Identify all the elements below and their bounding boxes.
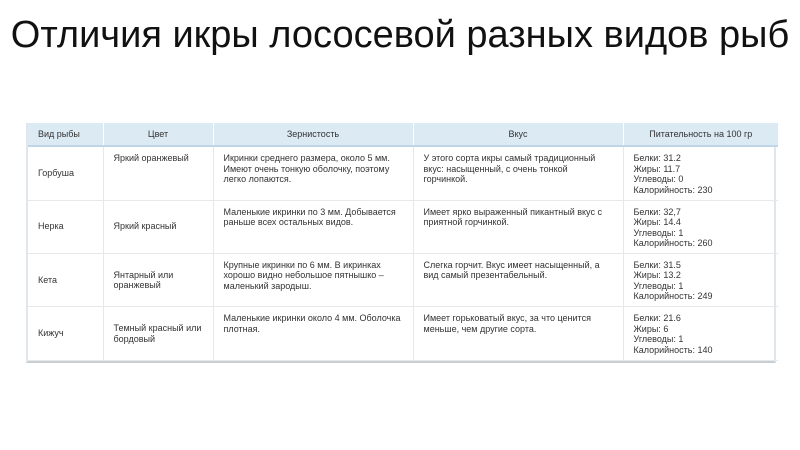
nutrition-protein: Белки: 21.6	[633, 313, 681, 324]
cell-nutrition	[623, 253, 778, 306]
cell-nutrition	[623, 307, 778, 361]
table-row	[28, 253, 778, 306]
cell-taste: Имеет ярко выраженный пикантный вкус с приятной горчинкой.	[413, 200, 623, 253]
cell-fish-name: Горбуша	[28, 146, 103, 200]
cell-fish-name: Кижуч	[28, 307, 103, 361]
table-row	[28, 307, 778, 361]
header-fish-type: Вид рыбы	[28, 123, 103, 146]
slide-title: Отличия икры лососевой разных видов рыб	[10, 14, 790, 56]
cell-grain: Маленькие икринки около 4 мм. Оболочка плотная.	[213, 307, 413, 361]
cell-nutrition	[623, 146, 778, 200]
nutrition-carbs: Углеводы: 1	[633, 334, 684, 345]
nutrition-calories: Калорийность: 230	[633, 184, 713, 195]
cell-fish-name: Кета	[28, 253, 103, 306]
nutrition-fat: Жиры: 14.4	[633, 217, 681, 227]
nutrition-carbs: Углеводы: 0	[633, 174, 684, 184]
caviar-comparison-table	[28, 123, 778, 361]
cell-grain: Маленькие икринки по 3 мм. Добывается раньше всех остальных видов.	[213, 200, 413, 253]
header-grain: Зернистость	[213, 123, 413, 146]
cell-taste: Слегка горчит. Вкус имеет насыщенный, а вид самый презентабельный.	[413, 253, 623, 306]
nutrition-fat: Жиры: 11.7	[633, 163, 681, 174]
nutrition-protein: Белки: 31.5	[633, 259, 681, 270]
nutrition-protein: Белки: 32,7	[633, 206, 681, 217]
header-color: Цвет	[103, 123, 213, 146]
cell-color: Яркий оранжевый	[103, 146, 213, 200]
header-nutrition: Питательность на 100 гр	[623, 123, 778, 146]
cell-taste: У этого сорта икры самый традиционный вкус: насыщенный, с очень тонкой горчинкой.	[413, 146, 623, 200]
nutrition-fat: Жиры: 6	[633, 323, 669, 334]
nutrition-carbs: Углеводы: 1	[633, 227, 684, 238]
nutrition-fat: Жиры: 13.2	[633, 270, 681, 281]
nutrition-calories: Калорийность: 140	[633, 344, 713, 355]
cell-grain: Икринки среднего размера, около 5 мм. Имеют очень тонкую оболочку, поэтому легко лопаются.	[213, 146, 413, 200]
cell-taste: Имеет горьковатый вкус, за что ценится меньше, чем другие сорта.	[413, 307, 623, 361]
cell-fish-name: Нерка	[28, 200, 103, 253]
table-header-row	[28, 123, 778, 146]
cell-color: Янтарный или оранжевый	[103, 253, 213, 306]
table-row	[28, 146, 778, 200]
nutrition-calories: Калорийность: 249	[633, 291, 713, 302]
cell-color: Яркий красный	[103, 200, 213, 253]
cell-color: Темный красный или бордовый	[103, 307, 213, 361]
nutrition-carbs: Углеводы: 1	[633, 280, 684, 291]
cell-nutrition	[623, 200, 778, 253]
cell-grain: Крупные икринки по 6 мм. В икринках хорошо видно небольшое пятнышко – маленький зародыш.	[213, 253, 413, 306]
caviar-comparison-table-container	[26, 123, 776, 363]
nutrition-protein: Белки: 31.2	[633, 153, 681, 163]
nutrition-calories: Калорийность: 260	[633, 238, 713, 248]
header-taste: Вкус	[413, 123, 623, 146]
table-row	[28, 200, 778, 253]
